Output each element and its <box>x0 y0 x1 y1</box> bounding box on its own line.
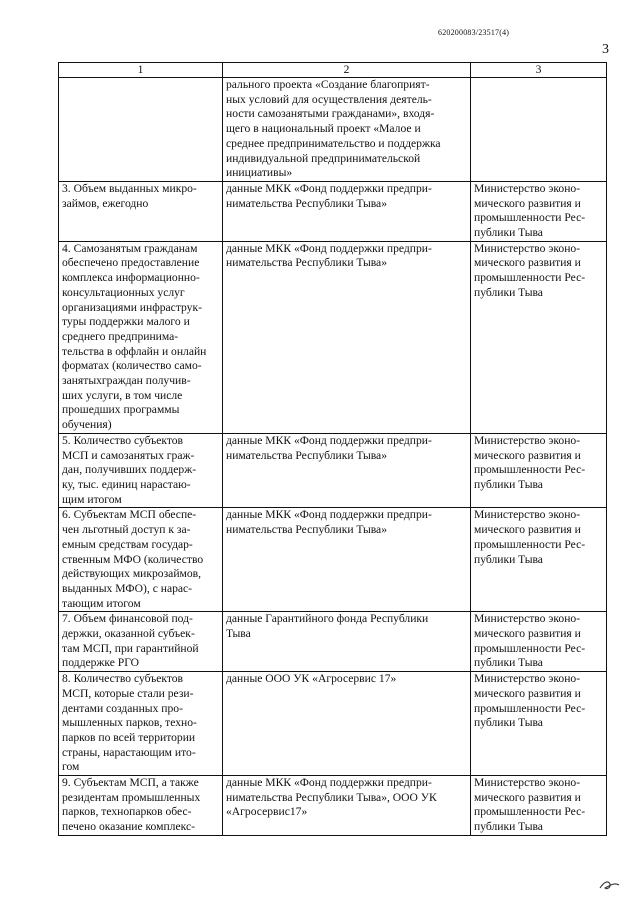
responsible-cell: Министерство эконо- мического развития и промышленности Рес- публики Тыва <box>471 433 607 508</box>
responsible-cell: Министерство эконо- мического развития и промышленности Рес- публики Тыва <box>471 672 607 776</box>
responsible-cell: Министерство эконо- мического развития и промышленности Рес- публики Тыва <box>471 181 607 241</box>
source-cell: данные МКК «Фонд поддержки предпри- нимательства Республики Тыва» <box>223 241 471 433</box>
source-cell: данные МКК «Фонд поддержки предпри- нимательства Республики Тыва» <box>223 508 471 612</box>
table-row <box>59 241 607 433</box>
table-row <box>59 78 607 182</box>
table-row <box>59 508 607 612</box>
table-row <box>59 776 607 836</box>
indicator-cell: 9. Субъектам МСП, а также резидентам промышленных парков, технопарков обес- печено оказание комплекс- <box>59 776 223 836</box>
responsible-cell: Министерство эконо- мического развития и промышленности Рес- публики Тыва <box>471 612 607 672</box>
source-cell: данные Гарантийного фонда Республики Тыва <box>223 612 471 672</box>
indicator-cell: 5. Количество субъектов МСП и самозанятых граж- дан, получивших поддерж- ку, тыс. единиц нарастаю- щим итогом <box>59 433 223 508</box>
responsible-cell <box>471 78 607 182</box>
responsible-cell: Министерство эконо- мического развития и промышленности Рес- публики Тыва <box>471 508 607 612</box>
indicator-cell: 8. Количество субъектов МСП, которые стали рези- дентами созданных про- мышленных парков, техно- парков по всей территории страны, нарастающим ито- гом <box>59 672 223 776</box>
indicator-cell: 7. Объем финансовой под- держки, оказанной субъек- там МСП, при гарантийной поддержке РГО <box>59 612 223 672</box>
table-row <box>59 612 607 672</box>
indicators-table <box>58 62 607 836</box>
page-number: 3 <box>602 42 609 57</box>
responsible-cell: Министерство эконо- мического развития и промышленности Рес- публики Тыва <box>471 776 607 836</box>
column-header-3: 3 <box>471 63 607 78</box>
source-cell: рального проекта «Создание благоприят- ных условий для осуществления деятель- ности самозанятыми гражданами», входя- щего в национальный проект «Малое и среднее предпринимательство и поддержка индивидуальной предпринимательской инициативы» <box>223 78 471 182</box>
indicator-cell: 6. Субъектам МСП обеспе- чен льготный доступ к за- емным средствам государ- ственным МФО (количество действующих микрозаймов, выданных МФО), с нарас- тающим итогом <box>59 508 223 612</box>
table-row <box>59 181 607 241</box>
document-id: 620200083/23517(4) <box>438 28 510 37</box>
indicator-cell <box>59 78 223 182</box>
source-cell: данные МКК «Фонд поддержки предпри- нимательства Республики Тыва» <box>223 433 471 508</box>
column-header-1: 1 <box>59 63 223 78</box>
initials-mark <box>598 876 622 894</box>
responsible-cell: Министерство эконо- мического развития и промышленности Рес- публики Тыва <box>471 241 607 433</box>
table-row <box>59 433 607 508</box>
indicator-cell: 4. Самозанятым гражданам обеспечено предоставление комплекса информационно- консультационных услуг организациями инфраструк- туры поддержки малого и среднего предпринима- тельства в оффлайн и онлайн форматах (количество само- занятыхграждан получив- ших услуги, в том числе прошедших программы обучения) <box>59 241 223 433</box>
indicator-cell: 3. Объем выданных микро- займов, ежегодно <box>59 181 223 241</box>
source-cell: данные ООО УК «Агросервис 17» <box>223 672 471 776</box>
source-cell: данные МКК «Фонд поддержки предпри- нимательства Республики Тыва» <box>223 181 471 241</box>
table-header-row <box>59 63 607 78</box>
column-header-2: 2 <box>223 63 471 78</box>
source-cell: данные МКК «Фонд поддержки предпри- нимательства Республики Тыва», ООО УК «Агросервис17» <box>223 776 471 836</box>
table-row <box>59 672 607 776</box>
